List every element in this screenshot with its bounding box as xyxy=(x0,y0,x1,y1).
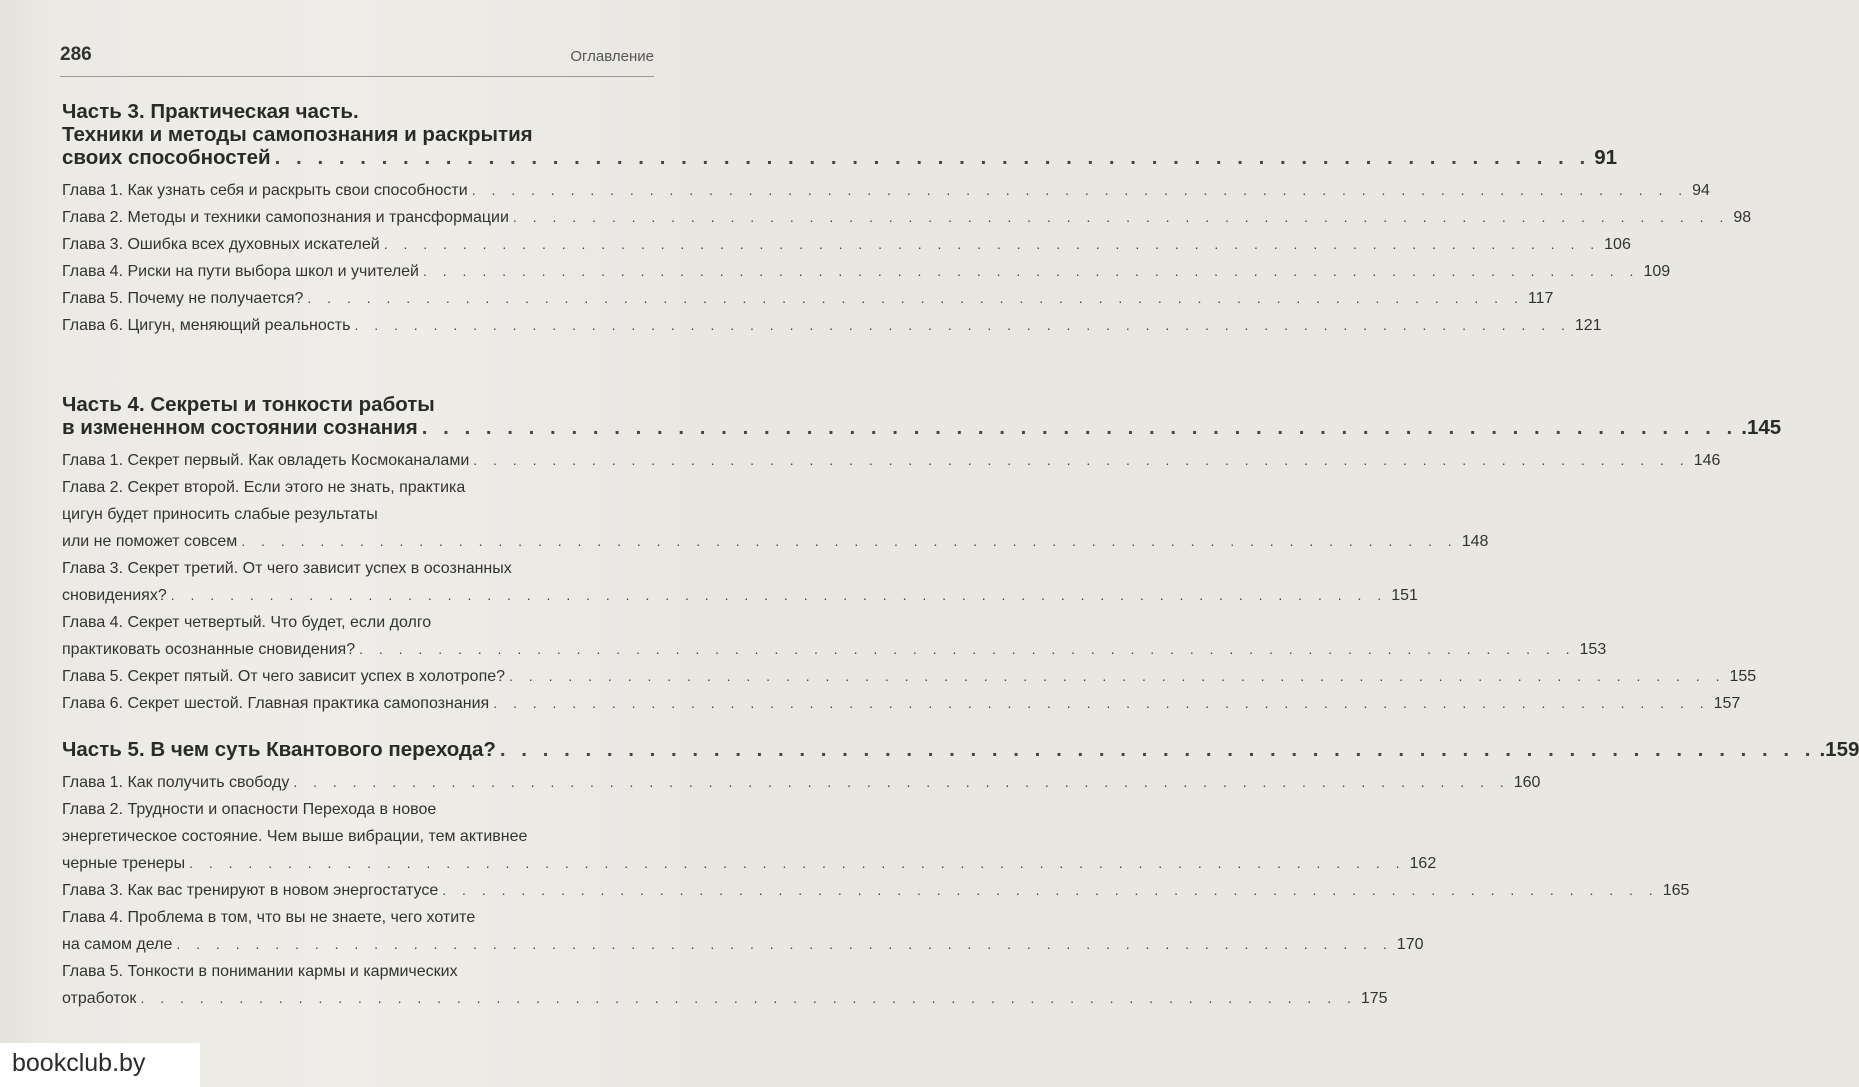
chapter-last-line xyxy=(62,258,1671,285)
page-header xyxy=(60,44,654,74)
dot-leader: . . . . . . . . . . . . . . . . . . . . . . . . . . . . . . . . . . . . . . . . . . . . . . . . . . . . . . . . . . . . . . xyxy=(471,182,1689,198)
toc-part-5 xyxy=(62,738,1859,1012)
spacer xyxy=(62,439,654,447)
dot-leader: . . . . . . . . . . . . . . . . . . . . . . . . . . . . . . . . . . . . . . . . . . . . . . . . . . . . . . . . . . . . . . xyxy=(423,263,1640,279)
chapter-last-line xyxy=(62,312,1602,339)
dot-leader: . . . . . . . . . . . . . . . . . . . . . . . . . . . . . . . . . . . . . . . . . . . . . . . . . . . . . . . . . . . . . . xyxy=(176,936,1393,952)
chapter-entry xyxy=(62,663,1757,690)
chapter-title-text: практиковать осознанные сновидения? xyxy=(62,641,356,658)
dot-leader: . . . . . . . . . . . . . . . . . . . . . . . . . . . . . . . . . . . . . . . . . . . . . . . . . . . . . . . . . . . . . . xyxy=(442,882,1659,898)
chapter-last-line xyxy=(62,528,1489,555)
chapter-page-number: 160 xyxy=(1513,774,1541,791)
page-number: 286 xyxy=(60,44,92,65)
chapter-page-number: 170 xyxy=(1396,936,1424,953)
spacer xyxy=(62,169,654,177)
chapter-title-text: отработок xyxy=(62,990,137,1007)
chapter-title-text: Глава 2. Методы и техники самопознания и трансформации xyxy=(62,209,509,226)
dot-leader: . . . . . . . . . . . . . . . . . . . . . . . . . . . . . . . . . . . . . . . . . . . . . . . . . . . . . . . . . . . . . . xyxy=(473,452,1690,468)
dot-leader: . . . . . . . . . . . . . . . . . . . . . . . . . . . . . . . . . . . . . . . . . . . . . . . . . . . . . . . . . . . . . . xyxy=(293,774,1510,790)
chapter-title-line: Глава 2. Трудности и опасности Перехода в новое xyxy=(62,801,437,818)
chapter-title-text: Глава 3. Как вас тренируют в новом энергостатусе xyxy=(62,882,439,899)
dot-leader: . . . . . . . . . . . . . . . . . . . . . . . . . . . . . . . . . . . . . . . . . . . . . . . . . . . . . . . . . . . . . . xyxy=(383,236,1601,252)
chapter-last-line xyxy=(62,177,1710,204)
chapter-title-line: Глава 3. Секрет третий. От чего зависит успех в осознанных xyxy=(62,560,512,577)
chapter-title-text: Глава 1. Как узнать себя и раскрыть свои способности xyxy=(62,182,468,199)
part-heading-line: Техники и методы самопознания и раскрытия xyxy=(62,123,533,146)
chapter-entry xyxy=(62,904,1424,958)
watermark-text: bookclub.by xyxy=(12,1049,146,1077)
part-heading-text: Часть 5. В чем суть Квантового перехода? xyxy=(62,738,496,761)
watermark-box xyxy=(0,1043,200,1087)
chapter-last-line xyxy=(62,985,1388,1012)
chapter-page-number: 121 xyxy=(1574,317,1602,334)
dot-leader: . . . . . . . . . . . . . . . . . . . . . . . . . . . . . . . . . . . . . . . . . . . . . . . . . . . . . . . . . . . . . . xyxy=(170,587,1388,603)
part-page-number: 91 xyxy=(1594,146,1618,169)
chapter-page-number: 117 xyxy=(1527,290,1554,307)
chapter-last-line xyxy=(62,690,1741,717)
part-heading xyxy=(62,393,1782,439)
chapter-entry xyxy=(62,285,1554,312)
part-heading-last-line xyxy=(62,146,1618,169)
chapter-entry xyxy=(62,312,1602,339)
chapter-entry xyxy=(62,877,1690,904)
chapter-title-text: Глава 5. Почему не получается? xyxy=(62,290,304,307)
part-page-number: .159 xyxy=(1819,738,1859,761)
chapter-title-text: Глава 6. Секрет шестой. Главная практика самопознания xyxy=(62,695,490,712)
running-title: Оглавление xyxy=(570,48,654,65)
chapter-last-line xyxy=(62,769,1541,796)
part-heading-text: своих способностей xyxy=(62,146,271,169)
chapter-title-line: Глава 2. Секрет второй. Если этого не знать, практика xyxy=(62,479,466,496)
chapter-page-number: 94 xyxy=(1692,182,1710,199)
chapter-last-line xyxy=(62,285,1554,312)
spacer xyxy=(62,761,654,769)
chapter-entry xyxy=(62,258,1671,285)
part-page-number: .145 xyxy=(1741,416,1782,439)
chapter-page-number: 175 xyxy=(1360,990,1388,1007)
chapter-last-line xyxy=(62,204,1752,231)
chapter-page-number: 153 xyxy=(1579,641,1607,658)
chapter-last-line xyxy=(62,877,1690,904)
dot-leader: . . . . . . . . . . . . . . . . . . . . . . . . . . . . . . . . . . . . . . . . . . . . . . . . . . . . . . . . . . . . . . xyxy=(499,738,1816,761)
chapter-title-text: Глава 1. Как получить свободу xyxy=(62,774,290,791)
header-rule xyxy=(60,76,654,77)
chapter-entry xyxy=(62,231,1631,258)
chapter-entry xyxy=(62,204,1752,231)
dot-leader: . . . . . . . . . . . . . . . . . . . . . . . . . . . . . . . . . . . . . . . . . . . . . . . . . . . . . . . . . . . . . . xyxy=(140,990,1357,1006)
chapter-entry xyxy=(62,690,1741,717)
dot-leader: . . . . . . . . . . . . . . . . . . . . . . . . . . . . . . . . . . . . . . . . . . . . . . . . . . . . . . . . . . . . . . xyxy=(493,695,1710,711)
dot-leader: . . . . . . . . . . . . . . . . . . . . . . . . . . . . . . . . . . . . . . . . . . . . . . . . . . . . . . . . . . . . . . xyxy=(241,533,1458,549)
dot-leader: . . . . . . . . . . . . . . . . . . . . . . . . . . . . . . . . . . . . . . . . . . . . . . . . . . . . . . . . . . . . . . xyxy=(354,317,1571,333)
chapter-last-line xyxy=(62,447,1721,474)
chapter-title-line: Глава 5. Тонкости в понимании кармы и кармических xyxy=(62,963,458,980)
dot-leader: . . . . . . . . . . . . . . . . . . . . . . . . . . . . . . . . . . . . . . . . . . . . . . . . . . . . . . . . . . . . . . xyxy=(509,668,1726,684)
chapter-page-number: 148 xyxy=(1461,533,1489,550)
dot-leader: . . . . . . . . . . . . . . . . . . . . . . . . . . . . . . . . . . . . . . . . . . . . . . . . . . . . . . . . . . . . . . xyxy=(359,641,1576,657)
chapter-title-text: Глава 4. Риски на пути выбора школ и учителей xyxy=(62,263,419,280)
chapter-entry xyxy=(62,474,1489,555)
dot-leader: . . . . . . . . . . . . . . . . . . . . . . . . . . . . . . . . . . . . . . . . . . . . . . . . . . . . . . . . . . . . . . xyxy=(512,209,1730,225)
chapter-title-text: на самом деле xyxy=(62,936,173,953)
part-heading-last-line xyxy=(62,738,1859,761)
chapter-entry xyxy=(62,796,1437,877)
chapter-page-number: 146 xyxy=(1693,452,1721,469)
chapter-last-line xyxy=(62,850,1437,877)
chapter-entry xyxy=(62,958,1388,1012)
dot-leader: . . . . . . . . . . . . . . . . . . . . . . . . . . . . . . . . . . . . . . . . . . . . . . . . . . . . . . . . . . . . . . xyxy=(274,146,1591,169)
chapter-entry xyxy=(62,555,1418,609)
chapter-page-number: 106 xyxy=(1604,236,1631,253)
chapter-page-number: 157 xyxy=(1713,695,1741,712)
dot-leader: . . . . . . . . . . . . . . . . . . . . . . . . . . . . . . . . . . . . . . . . . . . . . . . . . . . . . . . . . . . . . . xyxy=(421,416,1738,439)
chapter-entry xyxy=(62,609,1607,663)
part-heading xyxy=(62,100,1618,169)
chapter-page-number: 155 xyxy=(1729,668,1757,685)
chapter-page-number: 98 xyxy=(1733,209,1752,226)
chapter-title-text: Глава 5. Секрет пятый. От чего зависит успех в холотропе? xyxy=(62,668,506,685)
chapter-page-number: 151 xyxy=(1391,587,1418,604)
dot-leader: . . . . . . . . . . . . . . . . . . . . . . . . . . . . . . . . . . . . . . . . . . . . . . . . . . . . . . . . . . . . . . xyxy=(189,855,1406,871)
chapter-title-line: энергетическое состояние. Чем выше вибрации, тем активнее xyxy=(62,828,528,845)
part-heading xyxy=(62,738,1859,761)
part-heading-line: Часть 4. Секреты и тонкости работы xyxy=(62,393,435,416)
chapter-title-text: Глава 3. Ошибка всех духовных искателей xyxy=(62,236,380,253)
chapter-entry xyxy=(62,177,1710,204)
chapter-last-line xyxy=(62,231,1631,258)
chapter-last-line xyxy=(62,636,1607,663)
chapter-title-line: Глава 4. Секрет четвертый. Что будет, если долго xyxy=(62,614,432,631)
chapter-page-number: 162 xyxy=(1409,855,1437,872)
chapter-entry xyxy=(62,447,1721,474)
chapter-page-number: 109 xyxy=(1643,263,1671,280)
part-heading-text: в измененном состоянии сознания xyxy=(62,416,418,439)
part-heading-line: Часть 3. Практическая часть. xyxy=(62,100,359,123)
toc-part-3 xyxy=(62,100,1752,339)
chapter-last-line xyxy=(62,582,1418,609)
chapter-title-text: Глава 6. Цигун, меняющий реальность xyxy=(62,317,351,334)
chapter-title-line: цигун будет приносить слабые результаты xyxy=(62,506,378,523)
part-heading-last-line xyxy=(62,416,1782,439)
toc-part-4 xyxy=(62,393,1782,717)
chapter-page-number: 165 xyxy=(1662,882,1690,899)
chapter-title-text: черные тренеры xyxy=(62,855,186,872)
chapter-last-line xyxy=(62,663,1757,690)
chapter-title-line: Глава 4. Проблема в том, что вы не знаете, чего хотите xyxy=(62,909,476,926)
chapter-entry xyxy=(62,769,1541,796)
chapter-title-text: Глава 1. Секрет первый. Как овладеть Космоканалами xyxy=(62,452,470,469)
chapter-title-text: сновидениях? xyxy=(62,587,167,604)
dot-leader: . . . . . . . . . . . . . . . . . . . . . . . . . . . . . . . . . . . . . . . . . . . . . . . . . . . . . . . . . . . . . . xyxy=(307,290,1524,306)
chapter-last-line xyxy=(62,931,1424,958)
chapter-title-text: или не поможет совсем xyxy=(62,533,238,550)
